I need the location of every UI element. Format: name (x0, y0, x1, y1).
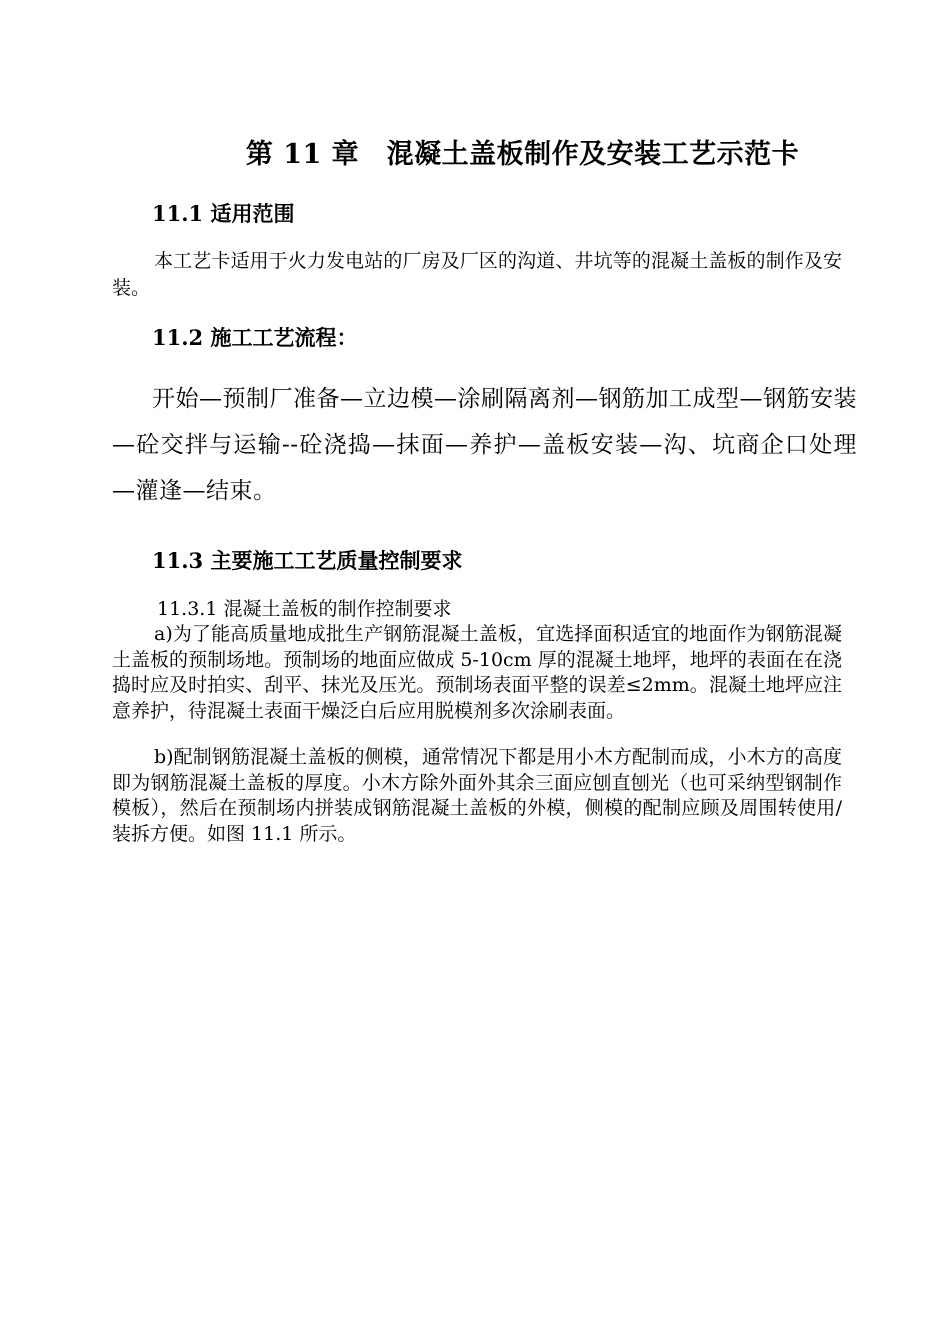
section-heading-quality-control: 11.3 主要施工工艺质量控制要求 (152, 548, 463, 573)
paragraph-b: b)配制钢筋混凝土盖板的侧模，通常情况下都是用小木方配制而成，小木方的高度即为钢筋混凝土盖板的厚度。小木方除外面外其余三面应刨直刨光（也可采纳型钢制作模板），然后在预制场内拼装成钢筋混凝土盖板的外模，侧模的配制应顾及周围转使用/装拆方便。如图 11.1 所示。 (112, 746, 842, 845)
section-heading-scope: 11.1 适用范围 (152, 201, 295, 226)
paragraph-a: a)为了能高质量地成批生产钢筋混凝土盖板，宜选择面积适宜的地面作为钢筋混凝土盖板的预制场地。预制场的地面应做成 5-10cm 厚的混凝土地坪，地坪的表面在在浇捣时应及时拍实、刮平、抹光及压光。预制场表面平整的误差≤2mm。混凝土地坪应注意养护，待混凝土表面干燥泛白后应用脱模剂多次涂刷表面。 (112, 623, 842, 722)
process-flow-paragraph: 开始—预制厂准备—立边模—涂刷隔离剂—钢筋加工成型—钢筋安装—砼交拌与运输--砼浇捣—抹面—养护—盖板安装—沟、坑商企口处理—灌逢—结束。 (112, 386, 857, 504)
section-heading-process-flow: 11.2 施工工艺流程： (152, 325, 358, 350)
subsection-heading-fabrication: 11.3.1 混凝土盖板的制作控制要求 (157, 598, 452, 620)
scope-paragraph: 本工艺卡适用于火力发电站的厂房及厂区的沟道、井坑等的混凝土盖板的制作及安装。 (112, 250, 842, 299)
chapter-title: 第 11 章 混凝土盖板制作及安装工艺示范卡 (245, 139, 800, 170)
